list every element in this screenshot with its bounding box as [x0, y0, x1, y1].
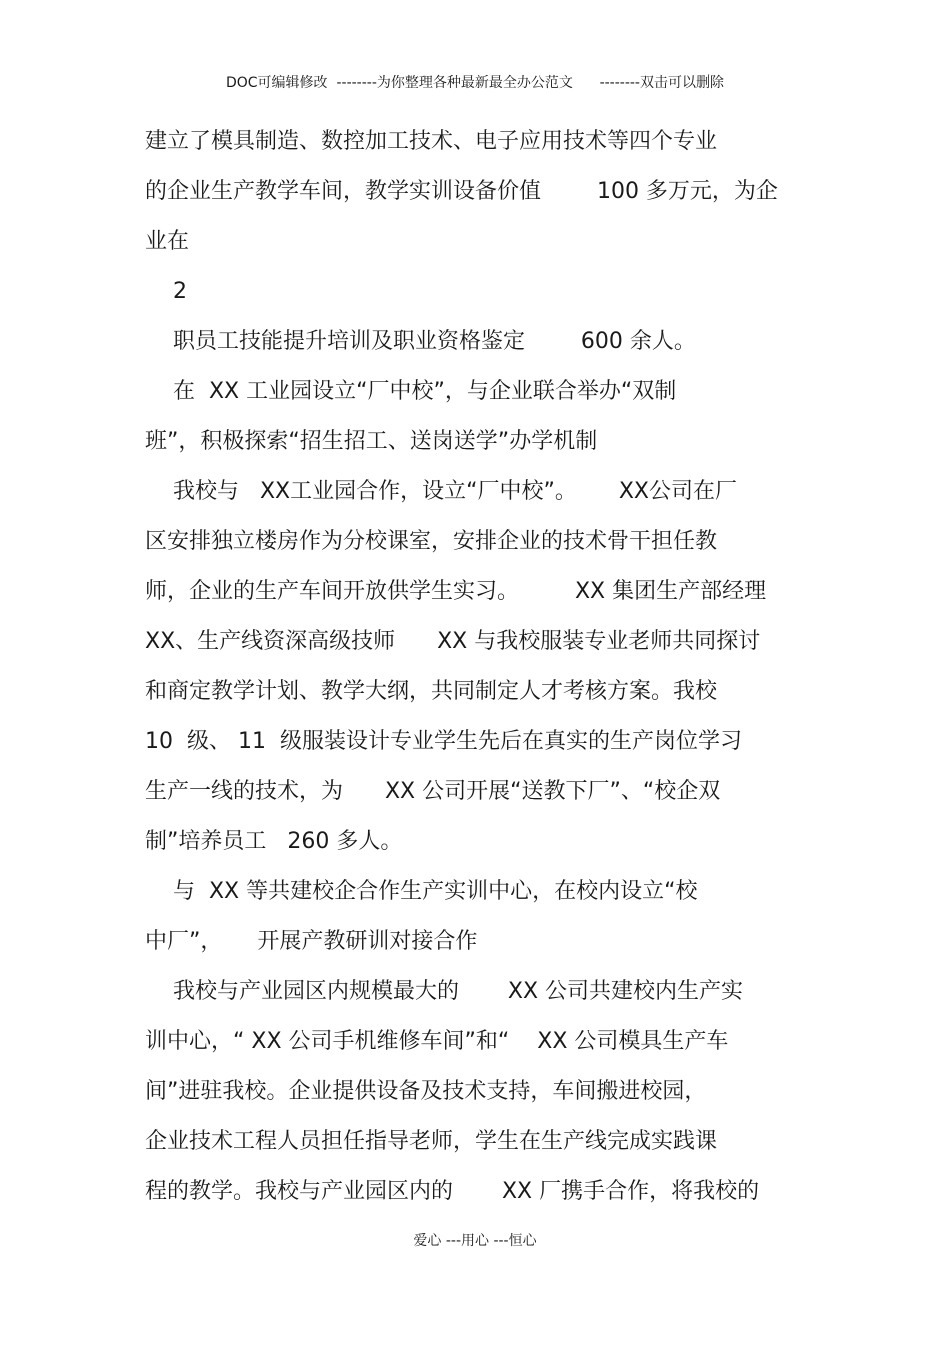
text-line: 职员工技能提升培训及职业资格鉴定 600 余人。	[145, 329, 696, 354]
page-number: 2	[145, 279, 187, 304]
section-heading: 与 XX 等共建校企合作生产实训中心，在校内设立“校	[145, 879, 698, 904]
text-line: 企业技术工程人员担任指导老师，学生在生产线完成实践课	[145, 1129, 718, 1154]
text-line: 间”进驻我校。企业提供设备及技术支持，车间搬进校园，	[145, 1079, 707, 1104]
text-line: 我校与 XX工业园合作，设立“厂中校”。 XX公司在厂	[145, 479, 737, 504]
text-line: XX、生产线资深高级技师 XX 与我校服装专业老师共同探讨	[145, 629, 761, 654]
text-line: 训中心，“ XX 公司手机维修车间”和“ XX 公司模具生产车	[145, 1029, 729, 1054]
page-footer: 爱心 ---用心 ---恒心	[413, 1233, 537, 1249]
text-line: 和商定教学计划、教学大纲，共同制定人才考核方案。我校	[145, 679, 718, 704]
text-line: 10 级、 11 级服装设计专业学生先后在真实的生产岗位学习	[145, 729, 742, 754]
page-header: DOC可编辑修改 --------为你整理各种最新最全办公范文 --------双击可以删除	[225, 75, 724, 91]
text-line: 建立了模具制造、数控加工技术、电子应用技术等四个专业	[145, 129, 718, 154]
text-line: 程的教学。我校与产业园区内的 XX 厂携手合作，将我校的	[145, 1179, 760, 1204]
text-line: 区安排独立楼房作为分校课室，安排企业的技术骨干担任教	[145, 529, 718, 554]
text-line: 制”培养员工 260 多人。	[145, 829, 403, 854]
text-line: 生产一线的技术，为 XX 公司开展“送教下厂”、“校企双	[145, 779, 721, 804]
text-line: 师，企业的生产车间开放供学生实习。 XX 集团生产部经理	[145, 579, 767, 604]
section-heading: 班”，积极探索“招生招工、送岗送学”办学机制	[145, 429, 598, 454]
text-line: 我校与产业园区内规模最大的 XX 公司共建校内生产实	[145, 979, 744, 1004]
text-line: 业在	[145, 229, 190, 254]
section-heading: 中厂”， 开展产教研训对接合作	[145, 929, 478, 954]
section-heading: 在 XX 工业园设立“厂中校”，与企业联合举办“双制	[145, 379, 677, 404]
document-body	[145, 122, 815, 1222]
text-line: 的企业生产教学车间，教学实训设备价值 100 多万元，为企	[145, 179, 778, 204]
